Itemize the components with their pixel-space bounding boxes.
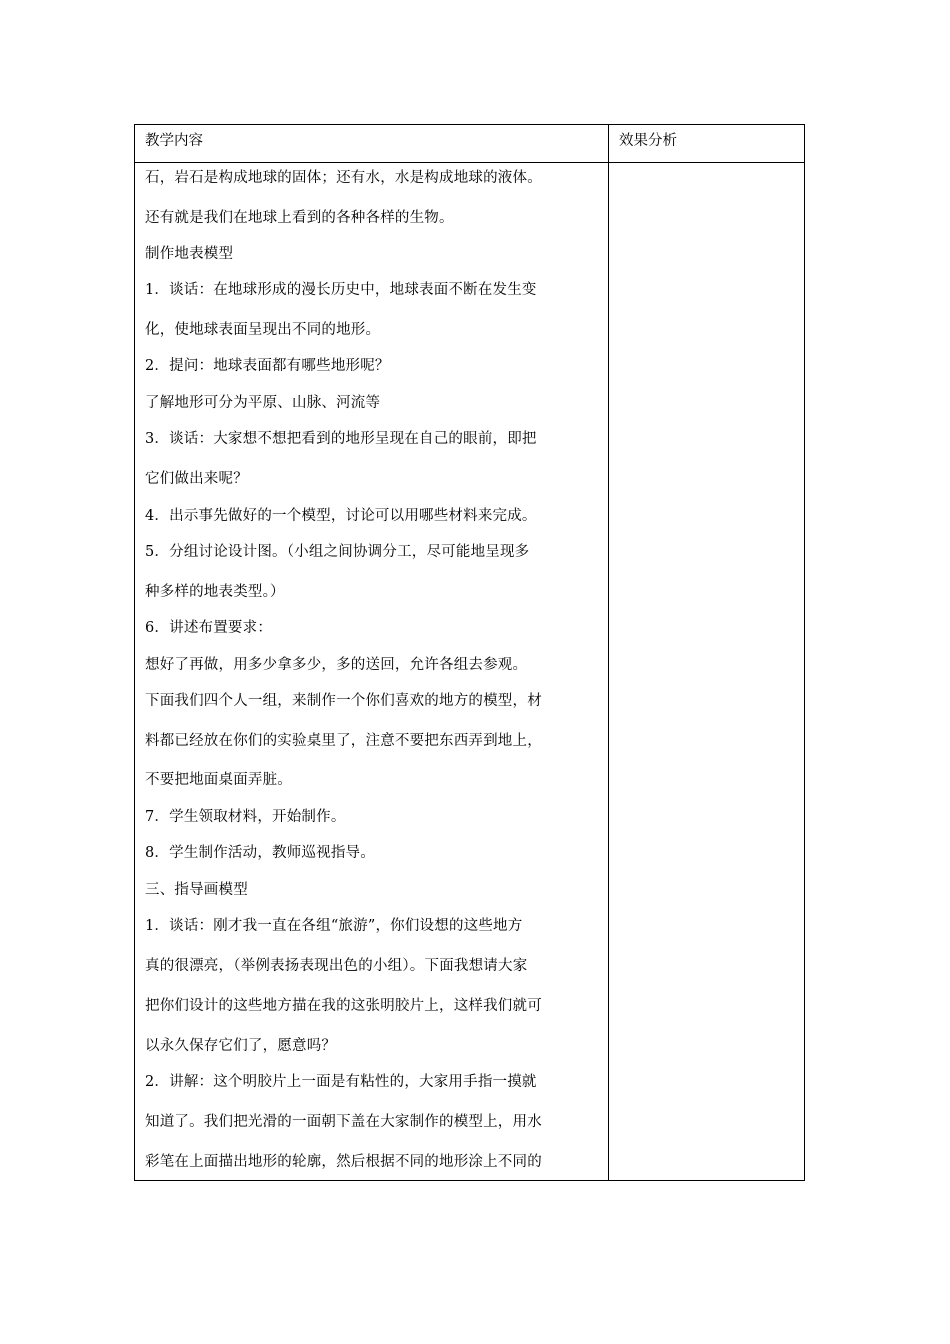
content-line: 了解地形可分为平原、山脉、河流等 xyxy=(145,395,381,411)
header-effect-analysis: 效果分析 xyxy=(619,133,677,149)
content-line: 它们做出来呢？ xyxy=(145,471,248,487)
content-line: 3．谈话：大家想不想把看到的地形呈现在自己的眼前，即把 xyxy=(145,431,537,447)
content-line: 以永久保存它们了，愿意吗？ xyxy=(145,1038,337,1054)
content-line: 料都已经放在你们的实验桌里了，注意不要把东西弄到地上， xyxy=(145,733,542,749)
content-line: 4．出示事先做好的一个模型，讨论可以用哪些材料来完成。 xyxy=(145,508,537,524)
content-line: 化，使地球表面呈现出不同的地形。 xyxy=(145,322,381,338)
content-line: 7．学生领取材料，开始制作。 xyxy=(145,809,346,825)
content-line: 种多样的地表类型。） xyxy=(145,584,285,600)
header-divider xyxy=(135,162,804,163)
lesson-table xyxy=(134,124,805,1181)
content-line: 彩笔在上面描出地形的轮廓，然后根据不同的地形涂上不同的 xyxy=(145,1154,542,1170)
content-line: 知道了。我们把光滑的一面朝下盖在大家制作的模型上，用水 xyxy=(145,1114,542,1130)
content-line: 真的很漂亮，（举例表扬表现出色的小组）。下面我想请大家 xyxy=(145,958,528,974)
content-line: 1．谈话：在地球形成的漫长历史中，地球表面不断在发生变 xyxy=(145,282,537,298)
content-line: 5．分组讨论设计图。（小组之间协调分工，尽可能地呈现多 xyxy=(145,544,530,560)
content-line: 还有就是我们在地球上看到的各种各样的生物。 xyxy=(145,210,454,226)
content-line: 把你们设计的这些地方描在我的这张明胶片上，这样我们就可 xyxy=(145,998,542,1014)
content-line: 2．提问：地球表面都有哪些地形呢？ xyxy=(145,358,390,374)
content-line: 石，岩石是构成地球的固体；还有水，水是构成地球的液体。 xyxy=(145,170,542,186)
column-divider xyxy=(608,125,609,1180)
content-line: 8．学生制作活动，教师巡视指导。 xyxy=(145,845,375,861)
content-line: 6．讲述布置要求： xyxy=(145,620,273,636)
section-heading: 三、指导画模型 xyxy=(145,882,248,898)
content-line: 1．谈话：刚才我一直在各组“旅游”，你们设想的这些地方 xyxy=(145,918,523,934)
content-line: 不要把地面桌面弄脏。 xyxy=(145,772,292,788)
content-line: 下面我们四个人一组，来制作一个你们喜欢的地方的模型，材 xyxy=(145,693,542,709)
content-line: 想好了再做，用多少拿多少，多的送回，允许各组去参观。 xyxy=(145,657,528,673)
content-line: 制作地表模型 xyxy=(145,246,234,262)
content-line: 2．讲解：这个明胶片上一面是有粘性的，大家用手指一摸就 xyxy=(145,1074,537,1090)
header-teaching-content: 教学内容 xyxy=(145,133,203,149)
